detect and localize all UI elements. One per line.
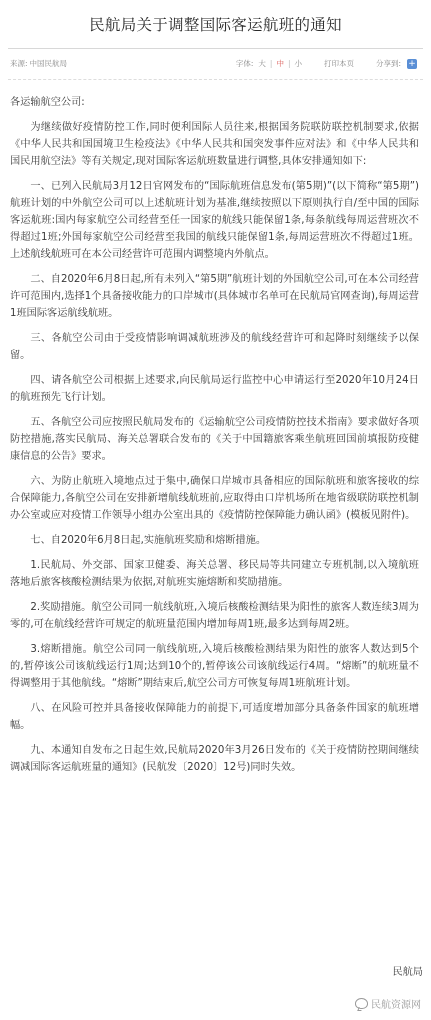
watermark-text: 民航资源网 bbox=[371, 1000, 421, 1011]
article-source bbox=[10, 49, 67, 79]
font-size-large-button[interactable]: 大 bbox=[258, 59, 266, 68]
paragraph-item-6: 六、为防止航班入境地点过于集中,确保口岸城市具备相应的国际航班和旅客接收的综合保障能力,各航空公司在安排新增航线航班前,应取得由口岸机场所在地省级联防联控机制办公室或应对疫情工作领导小组办公室出具的《疫情防控保障能力确认函》(模板见附件)。 bbox=[10, 476, 419, 521]
paragraph-item-7-3: 3.熔断措施。航空公司同一航线航班,入境后核酸检测结果为阳性的旅客人数达到5个的,暂停该公司该航线运行1周;达到10个的,暂停该公司该航线运行4周。“熔断”的航班量不得调整用于其他航线。“熔断”期结束后,航空公司方可恢复每周1班航班计划。 bbox=[10, 644, 419, 689]
paragraph-item-2: 二、自2020年6月8日起,所有未列入“第5期”航班计划的外国航空公司,可在本公司经营许可范围内,选择1个具备接收能力的口岸城市(具体城市名单可在民航局官网查询),每周运营1班国际客运航线航班。 bbox=[10, 274, 419, 319]
paragraph-item-5: 五、各航空公司应按照民航局发布的《运输航空公司疫情防控技术指南》要求做好各项防控措施,落实民航局、海关总署联合发布的《关于中国籍旅客乘坐航班回国前填报防疫健康信息的公告》要求。 bbox=[10, 417, 419, 462]
salutation: 各运输航空公司: bbox=[10, 97, 85, 108]
article-tools bbox=[236, 49, 417, 79]
share-label: 分享到: bbox=[375, 59, 401, 68]
chat-bubble-icon bbox=[355, 998, 368, 1009]
paragraph-item-7-2: 2.奖励措施。航空公司同一航线航班,入境后核酸检测结果为阳性的旅客人数连续3周为零的,可在航线经营许可规定的航班量范围内增加每周1班,最多达到每周2班。 bbox=[10, 602, 419, 630]
meta-divider bbox=[8, 79, 423, 80]
watermark bbox=[355, 996, 421, 1011]
article-meta-bar bbox=[8, 49, 423, 79]
signature: 民航局 bbox=[392, 967, 423, 978]
paragraph-item-8: 八、在风险可控并具备接收保障能力的前提下,可适度增加部分具备条件国家的航班增幅。 bbox=[10, 703, 419, 731]
paragraph-item-7-1: 1.民航局、外交部、国家卫健委、海关总署、移民局等共同建立专班机制,以入境航班落地后旅客核酸检测结果为依据,对航班实施熔断和奖励措施。 bbox=[10, 560, 419, 588]
share-plus-icon[interactable]: + bbox=[408, 59, 416, 69]
paragraph-item-3: 三、各航空公司由于受疫情影响调减航班涉及的航线经营许可和起降时刻继续予以保留。 bbox=[10, 333, 419, 361]
print-page-link[interactable]: 打印本页 bbox=[323, 59, 354, 68]
source-value: 中国民航局 bbox=[29, 59, 68, 68]
paragraph-intro: 为继续做好疫情防控工作,同时便利国际人员往来,根据国务院联防联控机制要求,依据《中华人民共和国国境卫生检疫法》《中华人民共和国突发事件应对法》和《中华人民共和国民用航空法》等有关规定,现对国际客运航班数量进行调整,具体安排通知如下: bbox=[10, 122, 419, 167]
paragraph-item-7: 七、自2020年6月8日起,实施航班奖励和熔断措施。 bbox=[30, 535, 267, 546]
font-size-small-button[interactable]: 小 bbox=[294, 59, 302, 68]
font-size-separator: | bbox=[287, 59, 291, 68]
font-size-separator: | bbox=[269, 59, 273, 68]
source-label: 来源: bbox=[10, 59, 28, 68]
font-size-label: 字体: bbox=[235, 59, 254, 68]
paragraph-item-4: 四、请各航空公司根据上述要求,向民航局运行监控中心申请运行至2020年10月24日的航班预先飞行计划。 bbox=[10, 375, 419, 403]
font-size-medium-button[interactable]: 中 bbox=[276, 59, 284, 68]
article-body bbox=[0, 94, 431, 776]
paragraph-item-9: 九、本通知自发布之日起生效,民航局2020年3月26日发布的《关于疫情防控期间继续调减国际客运航班量的通知》(民航发〔2020〕12号)同时失效。 bbox=[10, 745, 419, 773]
paragraph-item-1: 一、已列入民航局3月12日官网发布的“国际航班信息发布(第5期)”(以下简称“第5期”)航班计划的中外航空公司可以上述航班计划为基准,继续按照以下原则执行自/至中国的国际客运航班:国内每家航空公司经营至任一国家的航线只能保留1条,每条航线每周运营班次不得超过1班;外国每家航空公司经营至我国的航线只能保留1条,每周运营班次不得超过1班。上述航线航班可在本公司经营许可范围内调整境内外航点。 bbox=[10, 181, 419, 260]
article-title: 民航局关于调整国际客运航班的通知 bbox=[89, 16, 342, 34]
